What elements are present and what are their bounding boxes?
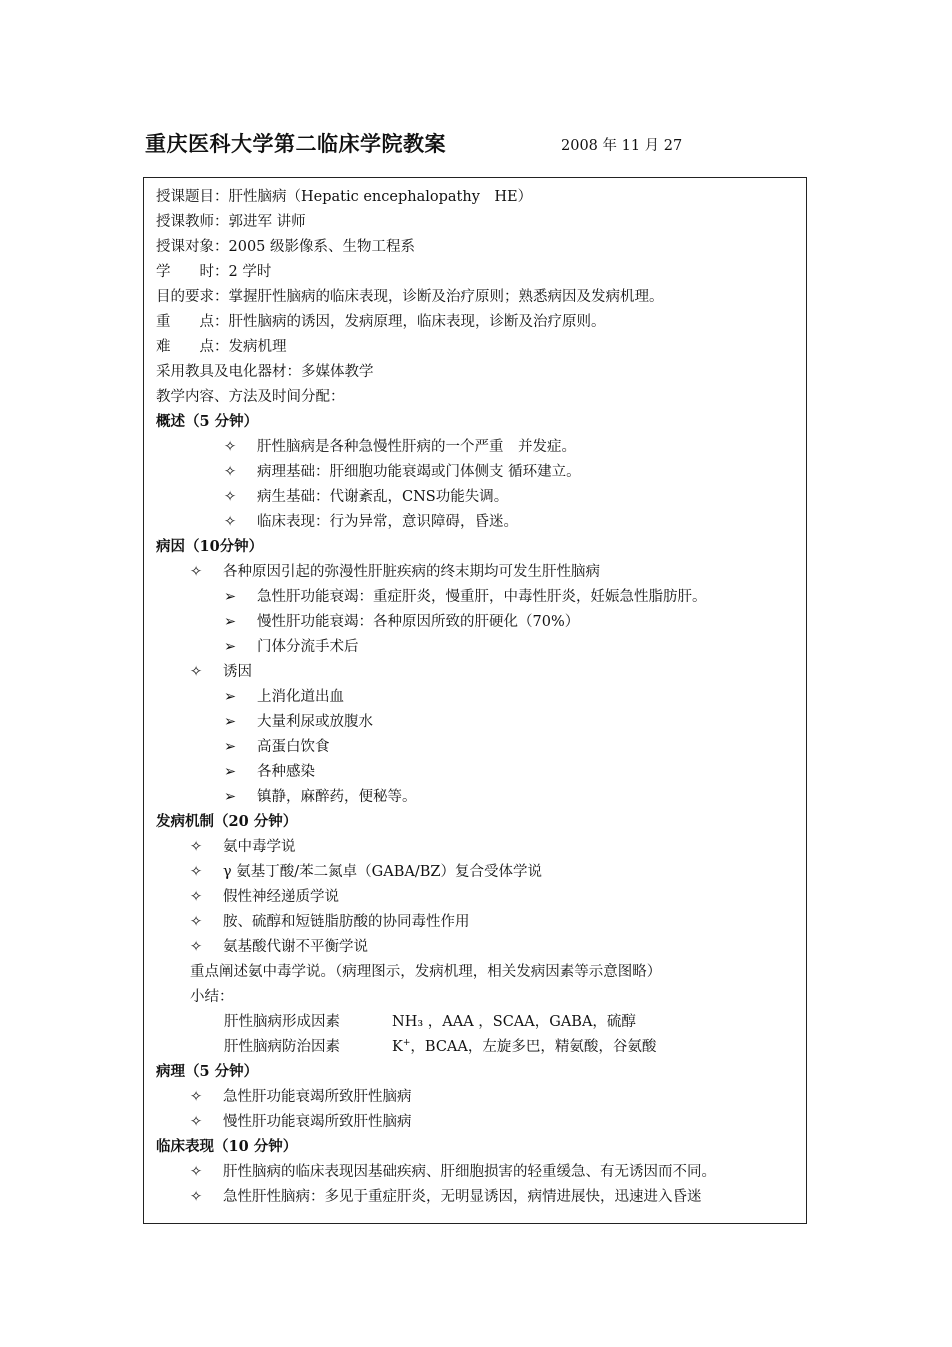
list-item-text: 大量利尿或放腹水 bbox=[257, 714, 373, 730]
diamond-bullet-icon: ✧ bbox=[190, 939, 203, 955]
list-item-text: 慢性肝功能衰竭：各种原因所致的肝硬化（70%） bbox=[257, 614, 580, 630]
list-item-text: 急性肝性脑病：多见于重症肝炎，无明显诱因，病情进展快，迅速进入昏迷 bbox=[223, 1189, 702, 1205]
list-item-text: 肝性脑病是各种急慢性肝病的一个严重 并发症。 bbox=[257, 439, 576, 455]
list-item bbox=[224, 762, 315, 782]
diamond-bullet-icon: ✧ bbox=[190, 664, 203, 680]
list-item bbox=[190, 1162, 716, 1182]
treatment-factors-label: 肝性脑病防治因素 bbox=[224, 1039, 340, 1055]
diamond-bullet-icon: ✧ bbox=[190, 1114, 203, 1130]
arrow-bullet-icon: ➢ bbox=[224, 764, 237, 780]
list-item-text: 诱因 bbox=[223, 664, 252, 680]
diamond-bullet-icon: ✧ bbox=[190, 1089, 203, 1105]
difficult-points-line: 难 点：发病机理 bbox=[156, 339, 287, 355]
diamond-bullet-icon: ✧ bbox=[190, 889, 203, 905]
list-item-text: 氨基酸代谢不平衡学说 bbox=[223, 939, 368, 955]
list-item-text: 门体分流手术后 bbox=[257, 639, 359, 655]
list-item bbox=[190, 862, 542, 882]
arrow-bullet-icon: ➢ bbox=[224, 714, 237, 730]
topic-line: 授课题目：肝性脑病（Hepatic encephalopathy HE） bbox=[156, 189, 533, 205]
treatment-factors-value: ，BCAA，左旋多巴，精氨酸，谷氨酸 bbox=[410, 1039, 657, 1055]
list-item-text: 胺、硫醇和短链脂肪酸的协同毒性作用 bbox=[223, 914, 470, 930]
list-item bbox=[224, 687, 344, 707]
list-item bbox=[224, 737, 330, 757]
list-item bbox=[224, 437, 576, 457]
list-item-text: 急性肝功能衰竭：重症肝炎，慢重肝，中毒性肝炎，妊娠急性脂肪肝。 bbox=[257, 589, 707, 605]
summary-label: 小结： bbox=[190, 989, 234, 1005]
list-item-text: 高蛋白饮食 bbox=[257, 739, 330, 755]
diamond-bullet-icon: ✧ bbox=[190, 1164, 203, 1180]
list-item bbox=[190, 837, 296, 857]
list-item bbox=[190, 937, 368, 957]
document-title: 重庆医科大学第二临床学院教案 bbox=[145, 131, 446, 156]
list-item bbox=[224, 637, 359, 657]
diamond-bullet-icon: ✧ bbox=[190, 564, 203, 580]
arrow-bullet-icon: ➢ bbox=[224, 614, 237, 630]
list-item bbox=[190, 562, 600, 582]
hours-line: 学 时：2 学时 bbox=[156, 264, 272, 280]
diamond-bullet-icon: ✧ bbox=[224, 489, 237, 505]
diamond-bullet-icon: ✧ bbox=[190, 864, 203, 880]
potassium-symbol: K bbox=[392, 1039, 403, 1055]
formation-factors-value: NH₃ ，AAA ，SCAA，GABA，硫醇 bbox=[392, 1014, 636, 1030]
diamond-bullet-icon: ✧ bbox=[224, 464, 237, 480]
arrow-bullet-icon: ➢ bbox=[224, 789, 237, 805]
list-item bbox=[190, 662, 252, 682]
list-item-text: 各种原因引起的弥漫性肝脏疾病的终末期均可发生肝性脑病 bbox=[223, 564, 600, 580]
list-item-text: 病生基础：代谢紊乱，CNS功能失调。 bbox=[257, 489, 509, 505]
list-item-text: 各种感染 bbox=[257, 764, 315, 780]
arrow-bullet-icon: ➢ bbox=[224, 689, 237, 705]
document-date: 2008 年 11 月 27 bbox=[561, 138, 683, 154]
list-item bbox=[224, 587, 707, 607]
clinical-heading: 临床表现（10 分钟） bbox=[156, 1138, 298, 1155]
list-item bbox=[224, 487, 508, 507]
objectives-line: 目的要求：掌握肝性脑病的临床表现，诊断及治疗原则；熟悉病因及发病机理。 bbox=[156, 289, 664, 305]
emphasis-line: 重点阐述氨中毒学说。（病理图示，发病机理，相关发病因素等示意图略） bbox=[190, 964, 662, 980]
list-item-text: γ 氨基丁酸/苯二氮卓（GABA/BZ）复合受体学说 bbox=[223, 864, 542, 880]
list-item-text: 镇静，麻醉药，便秘等。 bbox=[257, 789, 417, 805]
list-item-text: 肝性脑病的临床表现因基础疾病、肝细胞损害的轻重缓急、有无诱因而不同。 bbox=[223, 1164, 716, 1180]
list-item bbox=[224, 787, 417, 807]
pathology-heading: 病理（5 分钟） bbox=[156, 1063, 259, 1080]
materials-line: 采用教具及电化器材：多媒体教学 bbox=[156, 364, 374, 380]
list-item bbox=[224, 712, 373, 732]
audience-line: 授课对象：2005 级影像系、生物工程系 bbox=[156, 239, 416, 255]
diamond-bullet-icon: ✧ bbox=[190, 914, 203, 930]
diamond-bullet-icon: ✧ bbox=[224, 514, 237, 530]
diamond-bullet-icon: ✧ bbox=[190, 1189, 203, 1205]
list-item-text: 临床表现：行为异常，意识障碍，昏迷。 bbox=[257, 514, 518, 530]
list-item bbox=[224, 462, 581, 482]
pathogenesis-heading: 发病机制（20 分钟） bbox=[156, 813, 298, 830]
arrow-bullet-icon: ➢ bbox=[224, 589, 237, 605]
treatment-factors-line bbox=[224, 1037, 656, 1057]
list-item-text: 急性肝功能衰竭所致肝性脑病 bbox=[223, 1089, 412, 1105]
diamond-bullet-icon: ✧ bbox=[190, 839, 203, 855]
potassium-charge: + bbox=[402, 1038, 411, 1048]
list-item-text: 上消化道出血 bbox=[257, 689, 344, 705]
formation-factors-label: 肝性脑病形成因素 bbox=[224, 1014, 340, 1030]
list-item-text: 氨中毒学说 bbox=[223, 839, 296, 855]
formation-factors-line bbox=[224, 1012, 636, 1032]
list-item-text: 慢性肝功能衰竭所致肝性脑病 bbox=[223, 1114, 412, 1130]
list-item bbox=[190, 887, 339, 907]
overview-heading: 概述（5 分钟） bbox=[156, 413, 259, 430]
list-item bbox=[190, 1187, 702, 1207]
list-item bbox=[190, 912, 470, 932]
content-intro-line: 教学内容、方法及时间分配： bbox=[156, 389, 345, 405]
teacher-line: 授课教师：郭进军 讲师 bbox=[156, 214, 306, 230]
arrow-bullet-icon: ➢ bbox=[224, 739, 237, 755]
list-item-text: 病理基础：肝细胞功能衰竭或门体侧支 循环建立。 bbox=[257, 464, 581, 480]
list-item bbox=[224, 512, 518, 532]
list-item bbox=[190, 1112, 412, 1132]
diamond-bullet-icon: ✧ bbox=[224, 439, 237, 455]
list-item bbox=[190, 1087, 412, 1107]
list-item-text: 假性神经递质学说 bbox=[223, 889, 339, 905]
list-item bbox=[224, 612, 579, 632]
arrow-bullet-icon: ➢ bbox=[224, 639, 237, 655]
etiology-heading: 病因（10分钟） bbox=[156, 538, 264, 555]
key-points-line: 重 点：肝性脑病的诱因，发病原理，临床表现，诊断及治疗原则。 bbox=[156, 314, 606, 330]
